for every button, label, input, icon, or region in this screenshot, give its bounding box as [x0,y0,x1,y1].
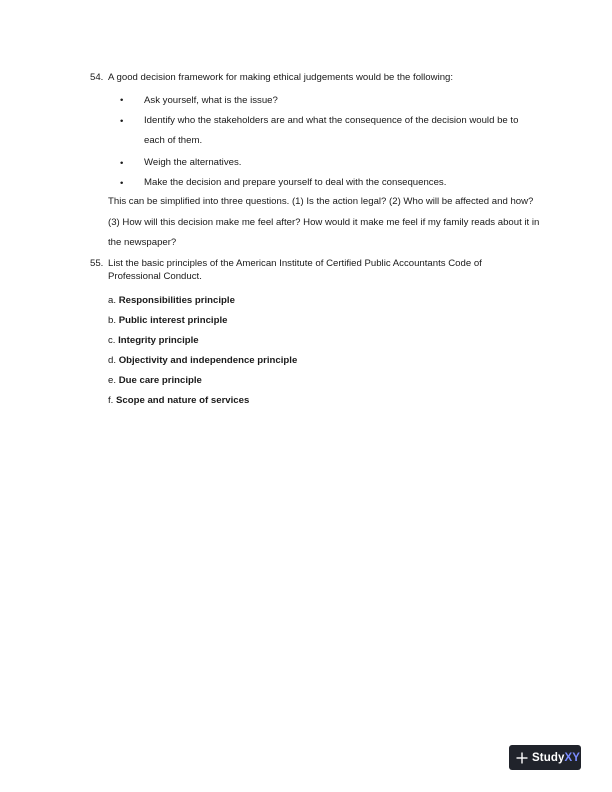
principle-item [108,294,235,307]
question-text: A good decision framework for making ethical judgements would be the following: [108,72,454,83]
studyxy-logo[interactable] [509,745,581,770]
question-text: List the basic principles of the American Institute of Certified Public Accountants Code of Professional Conduct. [108,258,482,282]
item-letter: e. [108,375,117,386]
plus-icon [516,752,528,764]
bullet-item: Identify who the stakeholders are and what the consequence of the decision would be to each of them. [144,115,519,146]
item-label: Responsibilities principle [118,295,235,306]
question-number: 55. [90,258,104,269]
item-label: Scope and nature of services [116,395,250,406]
logo-text-main: Study [532,751,565,764]
principle-item [108,354,297,367]
principle-item [108,374,202,387]
logo-text-accent: XY [564,751,580,764]
principle-item [108,394,249,407]
item-letter: b. [108,315,117,326]
bullet-icon: • [120,178,124,189]
principle-item [108,314,227,327]
bullet-icon: • [120,158,124,169]
item-letter: d. [108,355,117,366]
item-label: Due care principle [118,375,202,386]
item-letter: a. [108,295,117,306]
item-letter: f. [108,395,114,406]
bullet-icon: • [120,95,124,106]
bullet-item: Make the decision and prepare yourself to deal with the consequences. [144,177,447,188]
item-label: Public interest principle [118,315,228,326]
item-label: Integrity principle [118,335,199,346]
item-label: Objectivity and independence principle [118,355,298,366]
summary-paragraph: This can be simplified into three questions. (1) Is the action legal? (2) Who will be affected and how? (3) How will this decision make me feel after? How would it make me feel if my family reads about it in the newspaper? [108,196,540,248]
principle-item [108,334,199,347]
bullet-item: Ask yourself, what is the issue? [144,95,278,106]
item-letter: c. [108,335,116,346]
logo-text [532,752,580,764]
bullet-item: Weigh the alternatives. [144,157,242,168]
bullet-icon: • [120,116,124,127]
question-number: 54. [90,72,104,83]
